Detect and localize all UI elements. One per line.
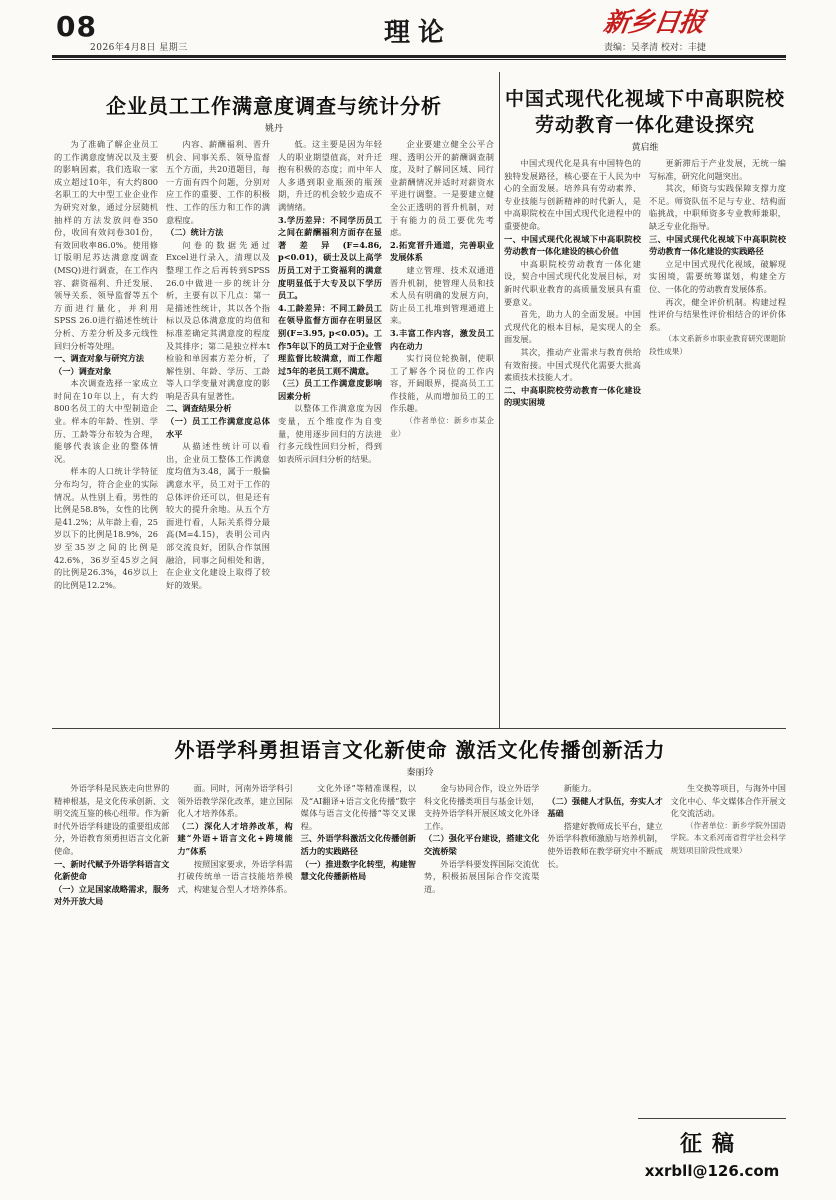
newspaper-logo: 新乡日报 bbox=[601, 8, 706, 38]
header-rule-thin bbox=[52, 59, 786, 60]
paragraph: 外语学科要发挥国际交流优势，积极拓展国际合作交流渠道。 bbox=[423, 858, 540, 894]
paragraph: 外语学科是民族走向世界的精神根基，是文化传承创新、文明交流互鉴的核心纽带。作为新时代外语学科建设的重要组成部分，外语教育须勇担语言文化新使命。 bbox=[54, 783, 170, 856]
paragraph: 首先，助力人的全面发展。中国式现代化的根本目标，是实现人的全面发展。 bbox=[504, 309, 641, 345]
paragraph: （本文系新乡市职业教育研究课题阶段性成果） bbox=[649, 334, 786, 356]
paragraph: 新能力。 bbox=[563, 783, 597, 793]
article-labor-education bbox=[504, 80, 786, 680]
paragraph: 金与协同合作，设立外语学科文化传播类项目与基金计划，支持外语学科开展区域文化外译工作。 bbox=[423, 783, 540, 831]
article-column bbox=[301, 782, 416, 1190]
paragraph: 按照国家要求，外语学科需打破传统单一语言技能培养模式，构建复合型人才培养体系。 bbox=[177, 858, 293, 894]
section-divider bbox=[52, 728, 786, 729]
page-number: 08 bbox=[56, 10, 97, 43]
article-column bbox=[177, 782, 292, 1190]
paragraph: 3.丰富工作内容，激发员工内在动力 bbox=[390, 327, 494, 351]
editor-credits: 责编：吴孝清 校对：丰捷 bbox=[604, 43, 706, 53]
paragraph: （二）强化平台建设，搭建文化交流桥梁 bbox=[423, 833, 540, 856]
article-column bbox=[54, 138, 158, 680]
paragraph: 4.工龄差异：不同工龄员工在领导监督方面存在明显区别(F=3.95, p<0.05)。工作5年以下的员工对于企业管理监督比较满意，而工作超过5年的老员工则不满意。 bbox=[278, 302, 382, 376]
paragraph: 一、中国式现代化视域下中高职院校劳动教育一体化建设的核心价值 bbox=[504, 233, 641, 257]
article-column bbox=[278, 138, 382, 680]
paragraph: 其次，师资与实践保障支撑力度不足。师资队伍不足与专业、结构面临挑战，中职师资多专业教师兼职，缺乏专业化指导。 bbox=[649, 183, 786, 231]
paragraph: （作者单位：新乡学院外国语学院。本文系河南省哲学社会科学规划项目阶段性成果） bbox=[670, 820, 786, 855]
paragraph: （一）推进数字化转型，构建智慧文化传播新格局 bbox=[300, 858, 416, 882]
paragraph: 再次，健全评价机制。构建过程性评价与结果性评价相结合的评价体系。 bbox=[649, 296, 786, 332]
paragraph: 低。这主要是因为年轻人的职业期望值高，对升迁抱有积极的态度；而中年人人多遇到职业瓶颈的瓶颈期，升迁的机会较少造成不满情绪。 bbox=[278, 139, 382, 212]
paragraph: 从描述性统计可以看出，企业员工整体工作满意度均值为3.48，属于一般偏满意水平，员工对于工作的总体评价还可以，但是还有较大的提升余地。从五个方面进行看，人际关系得分最高(M=4.15)，表明公司内部交流良好，团队合作氛围融洽，同事之间相处和谐，在企业文化建设上取得了较好的效果。 bbox=[166, 441, 270, 590]
paragraph: （作者单位：新乡市某企业） bbox=[390, 416, 494, 438]
paragraph: 三、外语学科激活文化传播创新活力的实践路径 bbox=[300, 833, 416, 856]
article-title: 外语学科勇担语言文化新使命 激活文化传播创新活力 bbox=[174, 738, 666, 762]
paragraph: 企业要建立健全公平合理、透明公开的薪酬调查制度，及时了解同区域、同行业薪酬情况并适时对薪资水平进行调整。一是要建立健全公正透明的晋升机制，对于有能力的员工要优先考虑。 bbox=[390, 139, 494, 238]
header-rule bbox=[52, 55, 786, 58]
paragraph: 三、中国式现代化视域下中高职院校劳动教育一体化建设的实践路径 bbox=[649, 233, 786, 257]
paragraph: 以整体工作满意度为因变量，五个维度作为自变量，使用逐步回归的方法进行多元线性回归分析，得到如表所示回归分析的结果。 bbox=[278, 403, 382, 464]
article-author: 秦丽玲 bbox=[406, 768, 434, 778]
paragraph: 内容、薪酬福利、晋升机会、同事关系、领导监督五个方面，共20道题目，每一方面有四个问题，分别对应工作的重要、工作的积极性、工作的压力和工作的满意程度。 bbox=[166, 139, 270, 225]
masthead bbox=[0, 0, 836, 56]
issue-date: 2026年4月8日 星期三 bbox=[90, 43, 188, 53]
paragraph: 为了准确了解企业员工的工作满意度情况以及主要的影响因素，我们选取一家成立超过10年，有大约800名职工的大中型工业企业作为研究对象，通过分层随机抽样的方法发放问卷350份，收回有效问卷301份，有效回收率86.0%。使用修订版明尼苏达满意度调查(MSQ)进行调查，在工作内容、薪资福利、升迁发展、领导关系、领导监督等五个方面进行量化，并利用SPSS 26.0进行描述性统计分析、方差分析及多元线性回归分析等处理。 bbox=[54, 139, 158, 351]
paragraph: 问卷的数据先通过Excel进行录入，清理以及整理工作之后再转到SPSS 26.0中做进一步的统计分析，主要有以下几点：第一是描述性统计，其以各个指标以及总体满意度的均值和标准差确定其满意度的程度及其排序；第二是独立样本t检验和单因素方差分析，了解性别、年龄、学历、工龄等人口学变量对满意度的影响是否具有显著性。 bbox=[166, 239, 270, 401]
section-title: 理论 bbox=[383, 18, 452, 48]
paragraph: （二）深化人才培养改革，构建“外语+语言文化+跨境能力”体系 bbox=[177, 820, 293, 856]
paragraph: 实行岗位轮换制，使职工了解各个岗位的工作内容，开阔眼界，提高员工工作技能，从而增加员工的工作乐趣。 bbox=[390, 353, 494, 414]
article-column bbox=[390, 138, 494, 680]
paragraph: 其次，推动产业需求与教育供给有效衔接。中国式现代化需要大批高素质技术技能人才。 bbox=[504, 346, 641, 383]
paragraph: 中高职院校劳动教育一体化建设，契合中国式现代化发展目标，对新时代职业教育的高质量发展具有重要意义。 bbox=[504, 258, 641, 307]
paragraph: 中国式现代化是具有中国特色的独特发展路径，核心要在于人民为中心的全面发展。培养具有劳动素养、专业技能与创新精神的时代新人，是中高职院校在中国式现代化进程中的重要使命。 bbox=[504, 158, 641, 231]
article-employee-satisfaction bbox=[54, 80, 494, 680]
paragraph: 建立管理、技术双通道晋升机制，使管理人员和技术人员有明确的发展方向，防止员工扎堆到管理通道上来。 bbox=[390, 264, 494, 326]
article-column bbox=[504, 157, 641, 677]
call-for-papers-box bbox=[638, 1118, 786, 1190]
paragraph: 搭建好教师成长平台，建立外语学科教师激励与培养机制，使外语教师在教学研究中不断成长。 bbox=[547, 820, 663, 869]
call-for-papers-email: xxrbll@126.com bbox=[644, 1162, 780, 1180]
paragraph: 2.拓宽晋升通道，完善职业发展体系 bbox=[390, 239, 494, 263]
paragraph: 3.学历差异：不同学历员工之间在薪酬福利方面存在显著差异(F=4.86, p<0.01)，硕士及以上高学历员工对于工资福利的满意度明显低于大专及以下学历员工。 bbox=[278, 214, 382, 301]
article-column bbox=[649, 157, 786, 677]
paragraph: （一）调查对象 bbox=[54, 365, 112, 376]
paragraph: 一、调查对象与研究方法 bbox=[54, 353, 145, 364]
paragraph: 样本的人口统计学特征分布均匀，符合企业的实际情况。从性别上看，男性的比例是58.8%，女性的比例是41.2%；从年龄上看，25岁以下的比例是18.9%，26岁至35岁之间的比例是42.6%，36岁至45岁之间的比例是26.3%，46岁以上的比例是12.2%。 bbox=[54, 466, 158, 590]
paragraph: 面。同时，河南外语学科引领外语教学深化改革，建立国际化人才培养体系。 bbox=[177, 783, 293, 819]
paragraph: 更新滞后于产业发展，无统一编写标准，研究化问题突出。 bbox=[649, 158, 786, 181]
paragraph: （二）统计方法 bbox=[166, 227, 224, 238]
paragraph: （一）员工工作满意度总体水平 bbox=[166, 416, 270, 439]
column-divider bbox=[499, 72, 500, 728]
paragraph: 二、调查结果分析 bbox=[166, 403, 232, 414]
paragraph: 文化外译”等精准课程，以及“AI翻译+语言文化传播”数字媒体与语言文化传播”等交叉课程。 bbox=[300, 783, 416, 831]
article-title: 企业员工工作满意度调查与统计分析 bbox=[106, 94, 442, 118]
article-columns bbox=[504, 157, 786, 677]
paragraph: 生交换等项目，与海外中国文化中心、华文媒体合作开展文化交流活动。 bbox=[670, 783, 786, 819]
article-column bbox=[54, 782, 169, 1190]
paragraph: （三）员工工作满意度影响因素分析 bbox=[278, 378, 382, 401]
article-author: 黄启维 bbox=[631, 143, 659, 153]
paragraph: （一）立足国家战略需求，服务对外开放大局 bbox=[54, 883, 170, 907]
paragraph: 一、新时代赋予外语学科语言文化新使命 bbox=[54, 858, 170, 882]
call-for-papers-title: 征稿 bbox=[679, 1131, 744, 1157]
paragraph: （二）强健人才队伍，夯实人才基础 bbox=[547, 795, 663, 819]
article-column bbox=[166, 138, 270, 680]
paragraph: 二、中高职院校劳动教育一体化建设的现实困境 bbox=[504, 384, 641, 408]
article-author: 姚丹 bbox=[264, 124, 283, 134]
article-title: 中国式现代化视域下中高职院校劳动教育一体化建设探究 bbox=[504, 88, 785, 136]
article-column bbox=[424, 782, 539, 1190]
article-columns bbox=[54, 138, 494, 680]
paragraph: 立足中国式现代化视域，破解现实困境，需要统筹谋划，构建全方位、一体化的劳动教育发展体系。 bbox=[649, 258, 786, 294]
paragraph: 本次调查选择一家成立时间在10年以上，有大约800名员工的大中型制造企业。样本的年龄、性别、学历、工龄等分布较为合理，能够代表该企业的整体情况。 bbox=[54, 378, 158, 464]
